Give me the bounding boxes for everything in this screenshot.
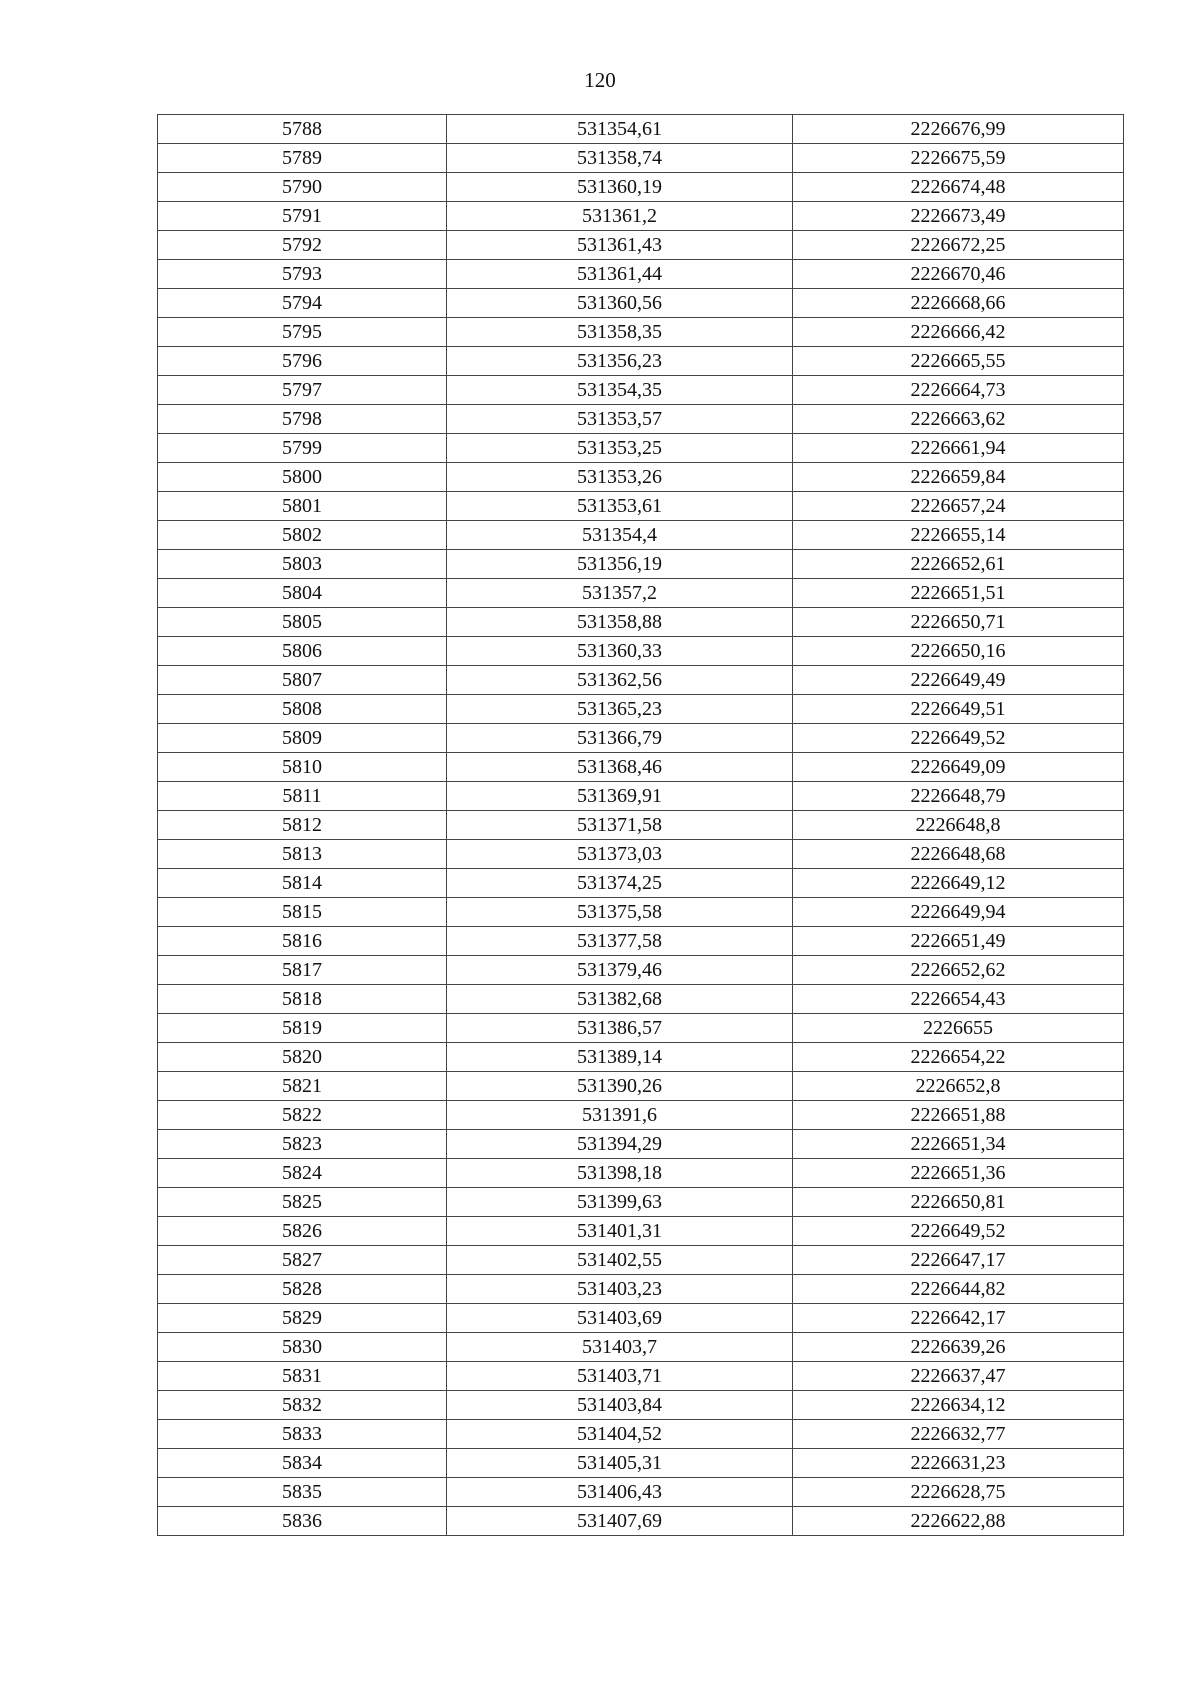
y-coordinate-cell: 2226650,81 [793,1188,1124,1217]
y-coordinate-cell: 2226628,75 [793,1478,1124,1507]
x-coordinate-cell: 531391,6 [447,1101,793,1130]
y-coordinate-cell: 2226649,94 [793,898,1124,927]
x-coordinate-cell: 531357,2 [447,579,793,608]
y-coordinate-cell: 2226664,73 [793,376,1124,405]
table-row [158,637,1124,666]
y-coordinate-cell: 2226622,88 [793,1507,1124,1536]
y-coordinate-cell: 2226651,49 [793,927,1124,956]
table-row [158,1072,1124,1101]
point-number-cell: 5825 [158,1188,447,1217]
table-row [158,202,1124,231]
y-coordinate-cell: 2226644,82 [793,1275,1124,1304]
point-number-cell: 5815 [158,898,447,927]
point-number-cell: 5797 [158,376,447,405]
table-row [158,463,1124,492]
point-number-cell: 5792 [158,231,447,260]
x-coordinate-cell: 531377,58 [447,927,793,956]
table-row [158,1507,1124,1536]
table-row [158,376,1124,405]
x-coordinate-cell: 531358,35 [447,318,793,347]
point-number-cell: 5813 [158,840,447,869]
x-coordinate-cell: 531403,23 [447,1275,793,1304]
point-number-cell: 5820 [158,1043,447,1072]
x-coordinate-cell: 531379,46 [447,956,793,985]
x-coordinate-cell: 531354,4 [447,521,793,550]
x-coordinate-cell: 531360,19 [447,173,793,202]
table-row [158,521,1124,550]
table-row [158,289,1124,318]
table-row [158,1391,1124,1420]
point-number-cell: 5789 [158,144,447,173]
point-number-cell: 5793 [158,260,447,289]
table-row [158,840,1124,869]
x-coordinate-cell: 531403,71 [447,1362,793,1391]
x-coordinate-cell: 531390,26 [447,1072,793,1101]
x-coordinate-cell: 531353,57 [447,405,793,434]
table-row [158,173,1124,202]
x-coordinate-cell: 531354,61 [447,115,793,144]
table-row [158,695,1124,724]
point-number-cell: 5806 [158,637,447,666]
y-coordinate-cell: 2226657,24 [793,492,1124,521]
x-coordinate-cell: 531353,61 [447,492,793,521]
table-row [158,1043,1124,1072]
table-row [158,1217,1124,1246]
y-coordinate-cell: 2226631,23 [793,1449,1124,1478]
page-number: 120 [584,68,616,92]
table-row [158,260,1124,289]
y-coordinate-cell: 2226670,46 [793,260,1124,289]
x-coordinate-cell: 531368,46 [447,753,793,782]
point-number-cell: 5798 [158,405,447,434]
y-coordinate-cell: 2226654,22 [793,1043,1124,1072]
x-coordinate-cell: 531365,23 [447,695,793,724]
x-coordinate-cell: 531405,31 [447,1449,793,1478]
x-coordinate-cell: 531398,18 [447,1159,793,1188]
point-number-cell: 5819 [158,1014,447,1043]
y-coordinate-cell: 2226675,59 [793,144,1124,173]
y-coordinate-cell: 2226663,62 [793,405,1124,434]
point-number-cell: 5791 [158,202,447,231]
y-coordinate-cell: 2226665,55 [793,347,1124,376]
table-row [158,231,1124,260]
x-coordinate-cell: 531366,79 [447,724,793,753]
table-row [158,492,1124,521]
y-coordinate-cell: 2226649,09 [793,753,1124,782]
point-number-cell: 5812 [158,811,447,840]
x-coordinate-cell: 531358,88 [447,608,793,637]
y-coordinate-cell: 2226649,52 [793,1217,1124,1246]
point-number-cell: 5816 [158,927,447,956]
x-coordinate-cell: 531356,23 [447,347,793,376]
point-number-cell: 5826 [158,1217,447,1246]
point-number-cell: 5788 [158,115,447,144]
table-row [158,144,1124,173]
table-row [158,753,1124,782]
table-row [158,985,1124,1014]
y-coordinate-cell: 2226673,49 [793,202,1124,231]
point-number-cell: 5811 [158,782,447,811]
point-number-cell: 5809 [158,724,447,753]
point-number-cell: 5805 [158,608,447,637]
point-number-cell: 5795 [158,318,447,347]
y-coordinate-cell: 2226648,8 [793,811,1124,840]
point-number-cell: 5803 [158,550,447,579]
table-row [158,550,1124,579]
table-row [158,1333,1124,1362]
table-row [158,782,1124,811]
table-row [158,1101,1124,1130]
point-number-cell: 5796 [158,347,447,376]
point-number-cell: 5818 [158,985,447,1014]
point-number-cell: 5804 [158,579,447,608]
y-coordinate-cell: 2226661,94 [793,434,1124,463]
x-coordinate-cell: 531394,29 [447,1130,793,1159]
y-coordinate-cell: 2226652,62 [793,956,1124,985]
x-coordinate-cell: 531373,03 [447,840,793,869]
x-coordinate-cell: 531353,25 [447,434,793,463]
point-number-cell: 5817 [158,956,447,985]
table-row [158,405,1124,434]
y-coordinate-cell: 2226666,42 [793,318,1124,347]
x-coordinate-cell: 531403,7 [447,1333,793,1362]
x-coordinate-cell: 531375,58 [447,898,793,927]
y-coordinate-cell: 2226650,16 [793,637,1124,666]
point-number-cell: 5828 [158,1275,447,1304]
x-coordinate-cell: 531407,69 [447,1507,793,1536]
table-row [158,1449,1124,1478]
table-row [158,811,1124,840]
x-coordinate-cell: 531358,74 [447,144,793,173]
y-coordinate-cell: 2226649,51 [793,695,1124,724]
table-row [158,1420,1124,1449]
y-coordinate-cell: 2226652,8 [793,1072,1124,1101]
y-coordinate-cell: 2226648,79 [793,782,1124,811]
x-coordinate-cell: 531402,55 [447,1246,793,1275]
y-coordinate-cell: 2226655 [793,1014,1124,1043]
table-row [158,608,1124,637]
x-coordinate-cell: 531374,25 [447,869,793,898]
point-number-cell: 5830 [158,1333,447,1362]
table-row [158,927,1124,956]
table-row [158,579,1124,608]
table-row [158,318,1124,347]
point-number-cell: 5801 [158,492,447,521]
x-coordinate-cell: 531403,69 [447,1304,793,1333]
y-coordinate-cell: 2226639,26 [793,1333,1124,1362]
y-coordinate-cell: 2226652,61 [793,550,1124,579]
x-coordinate-cell: 531361,2 [447,202,793,231]
table-row [158,1188,1124,1217]
point-number-cell: 5835 [158,1478,447,1507]
point-number-cell: 5802 [158,521,447,550]
x-coordinate-cell: 531360,33 [447,637,793,666]
table-row [158,1130,1124,1159]
table-row [158,347,1124,376]
y-coordinate-cell: 2226651,34 [793,1130,1124,1159]
y-coordinate-cell: 2226651,88 [793,1101,1124,1130]
point-number-cell: 5832 [158,1391,447,1420]
x-coordinate-cell: 531386,57 [447,1014,793,1043]
x-coordinate-cell: 531401,31 [447,1217,793,1246]
y-coordinate-cell: 2226632,77 [793,1420,1124,1449]
x-coordinate-cell: 531356,19 [447,550,793,579]
y-coordinate-cell: 2226647,17 [793,1246,1124,1275]
table-row [158,1014,1124,1043]
point-number-cell: 5810 [158,753,447,782]
table-row [158,724,1124,753]
point-number-cell: 5822 [158,1101,447,1130]
table-row [158,1478,1124,1507]
table-row [158,434,1124,463]
x-coordinate-cell: 531369,91 [447,782,793,811]
y-coordinate-cell: 2226659,84 [793,463,1124,492]
point-number-cell: 5821 [158,1072,447,1101]
y-coordinate-cell: 2226651,36 [793,1159,1124,1188]
y-coordinate-cell: 2226654,43 [793,985,1124,1014]
x-coordinate-cell: 531353,26 [447,463,793,492]
y-coordinate-cell: 2226674,48 [793,173,1124,202]
y-coordinate-cell: 2226651,51 [793,579,1124,608]
table-row [158,115,1124,144]
y-coordinate-cell: 2226650,71 [793,608,1124,637]
point-number-cell: 5834 [158,1449,447,1478]
x-coordinate-cell: 531361,44 [447,260,793,289]
y-coordinate-cell: 2226634,12 [793,1391,1124,1420]
y-coordinate-cell: 2226676,99 [793,115,1124,144]
point-number-cell: 5833 [158,1420,447,1449]
point-number-cell: 5800 [158,463,447,492]
point-number-cell: 5799 [158,434,447,463]
x-coordinate-cell: 531361,43 [447,231,793,260]
point-number-cell: 5807 [158,666,447,695]
y-coordinate-cell: 2226637,47 [793,1362,1124,1391]
x-coordinate-cell: 531362,56 [447,666,793,695]
x-coordinate-cell: 531399,63 [447,1188,793,1217]
table-row [158,898,1124,927]
y-coordinate-cell: 2226649,52 [793,724,1124,753]
y-coordinate-cell: 2226642,17 [793,1304,1124,1333]
x-coordinate-cell: 531406,43 [447,1478,793,1507]
point-number-cell: 5794 [158,289,447,318]
y-coordinate-cell: 2226648,68 [793,840,1124,869]
point-number-cell: 5831 [158,1362,447,1391]
x-coordinate-cell: 531404,52 [447,1420,793,1449]
x-coordinate-cell: 531354,35 [447,376,793,405]
x-coordinate-cell: 531403,84 [447,1391,793,1420]
coordinates-table [157,114,1124,1536]
table-row [158,956,1124,985]
x-coordinate-cell: 531371,58 [447,811,793,840]
point-number-cell: 5829 [158,1304,447,1333]
point-number-cell: 5790 [158,173,447,202]
x-coordinate-cell: 531389,14 [447,1043,793,1072]
x-coordinate-cell: 531382,68 [447,985,793,1014]
point-number-cell: 5814 [158,869,447,898]
y-coordinate-cell: 2226649,49 [793,666,1124,695]
y-coordinate-cell: 2226672,25 [793,231,1124,260]
table-row [158,1304,1124,1333]
y-coordinate-cell: 2226655,14 [793,521,1124,550]
table-row [158,1159,1124,1188]
table-row [158,1362,1124,1391]
table-row [158,869,1124,898]
point-number-cell: 5836 [158,1507,447,1536]
coordinates-table-body [158,115,1124,1536]
x-coordinate-cell: 531360,56 [447,289,793,318]
table-row [158,1275,1124,1304]
point-number-cell: 5823 [158,1130,447,1159]
table-row [158,666,1124,695]
point-number-cell: 5824 [158,1159,447,1188]
point-number-cell: 5808 [158,695,447,724]
y-coordinate-cell: 2226649,12 [793,869,1124,898]
y-coordinate-cell: 2226668,66 [793,289,1124,318]
table-row [158,1246,1124,1275]
point-number-cell: 5827 [158,1246,447,1275]
